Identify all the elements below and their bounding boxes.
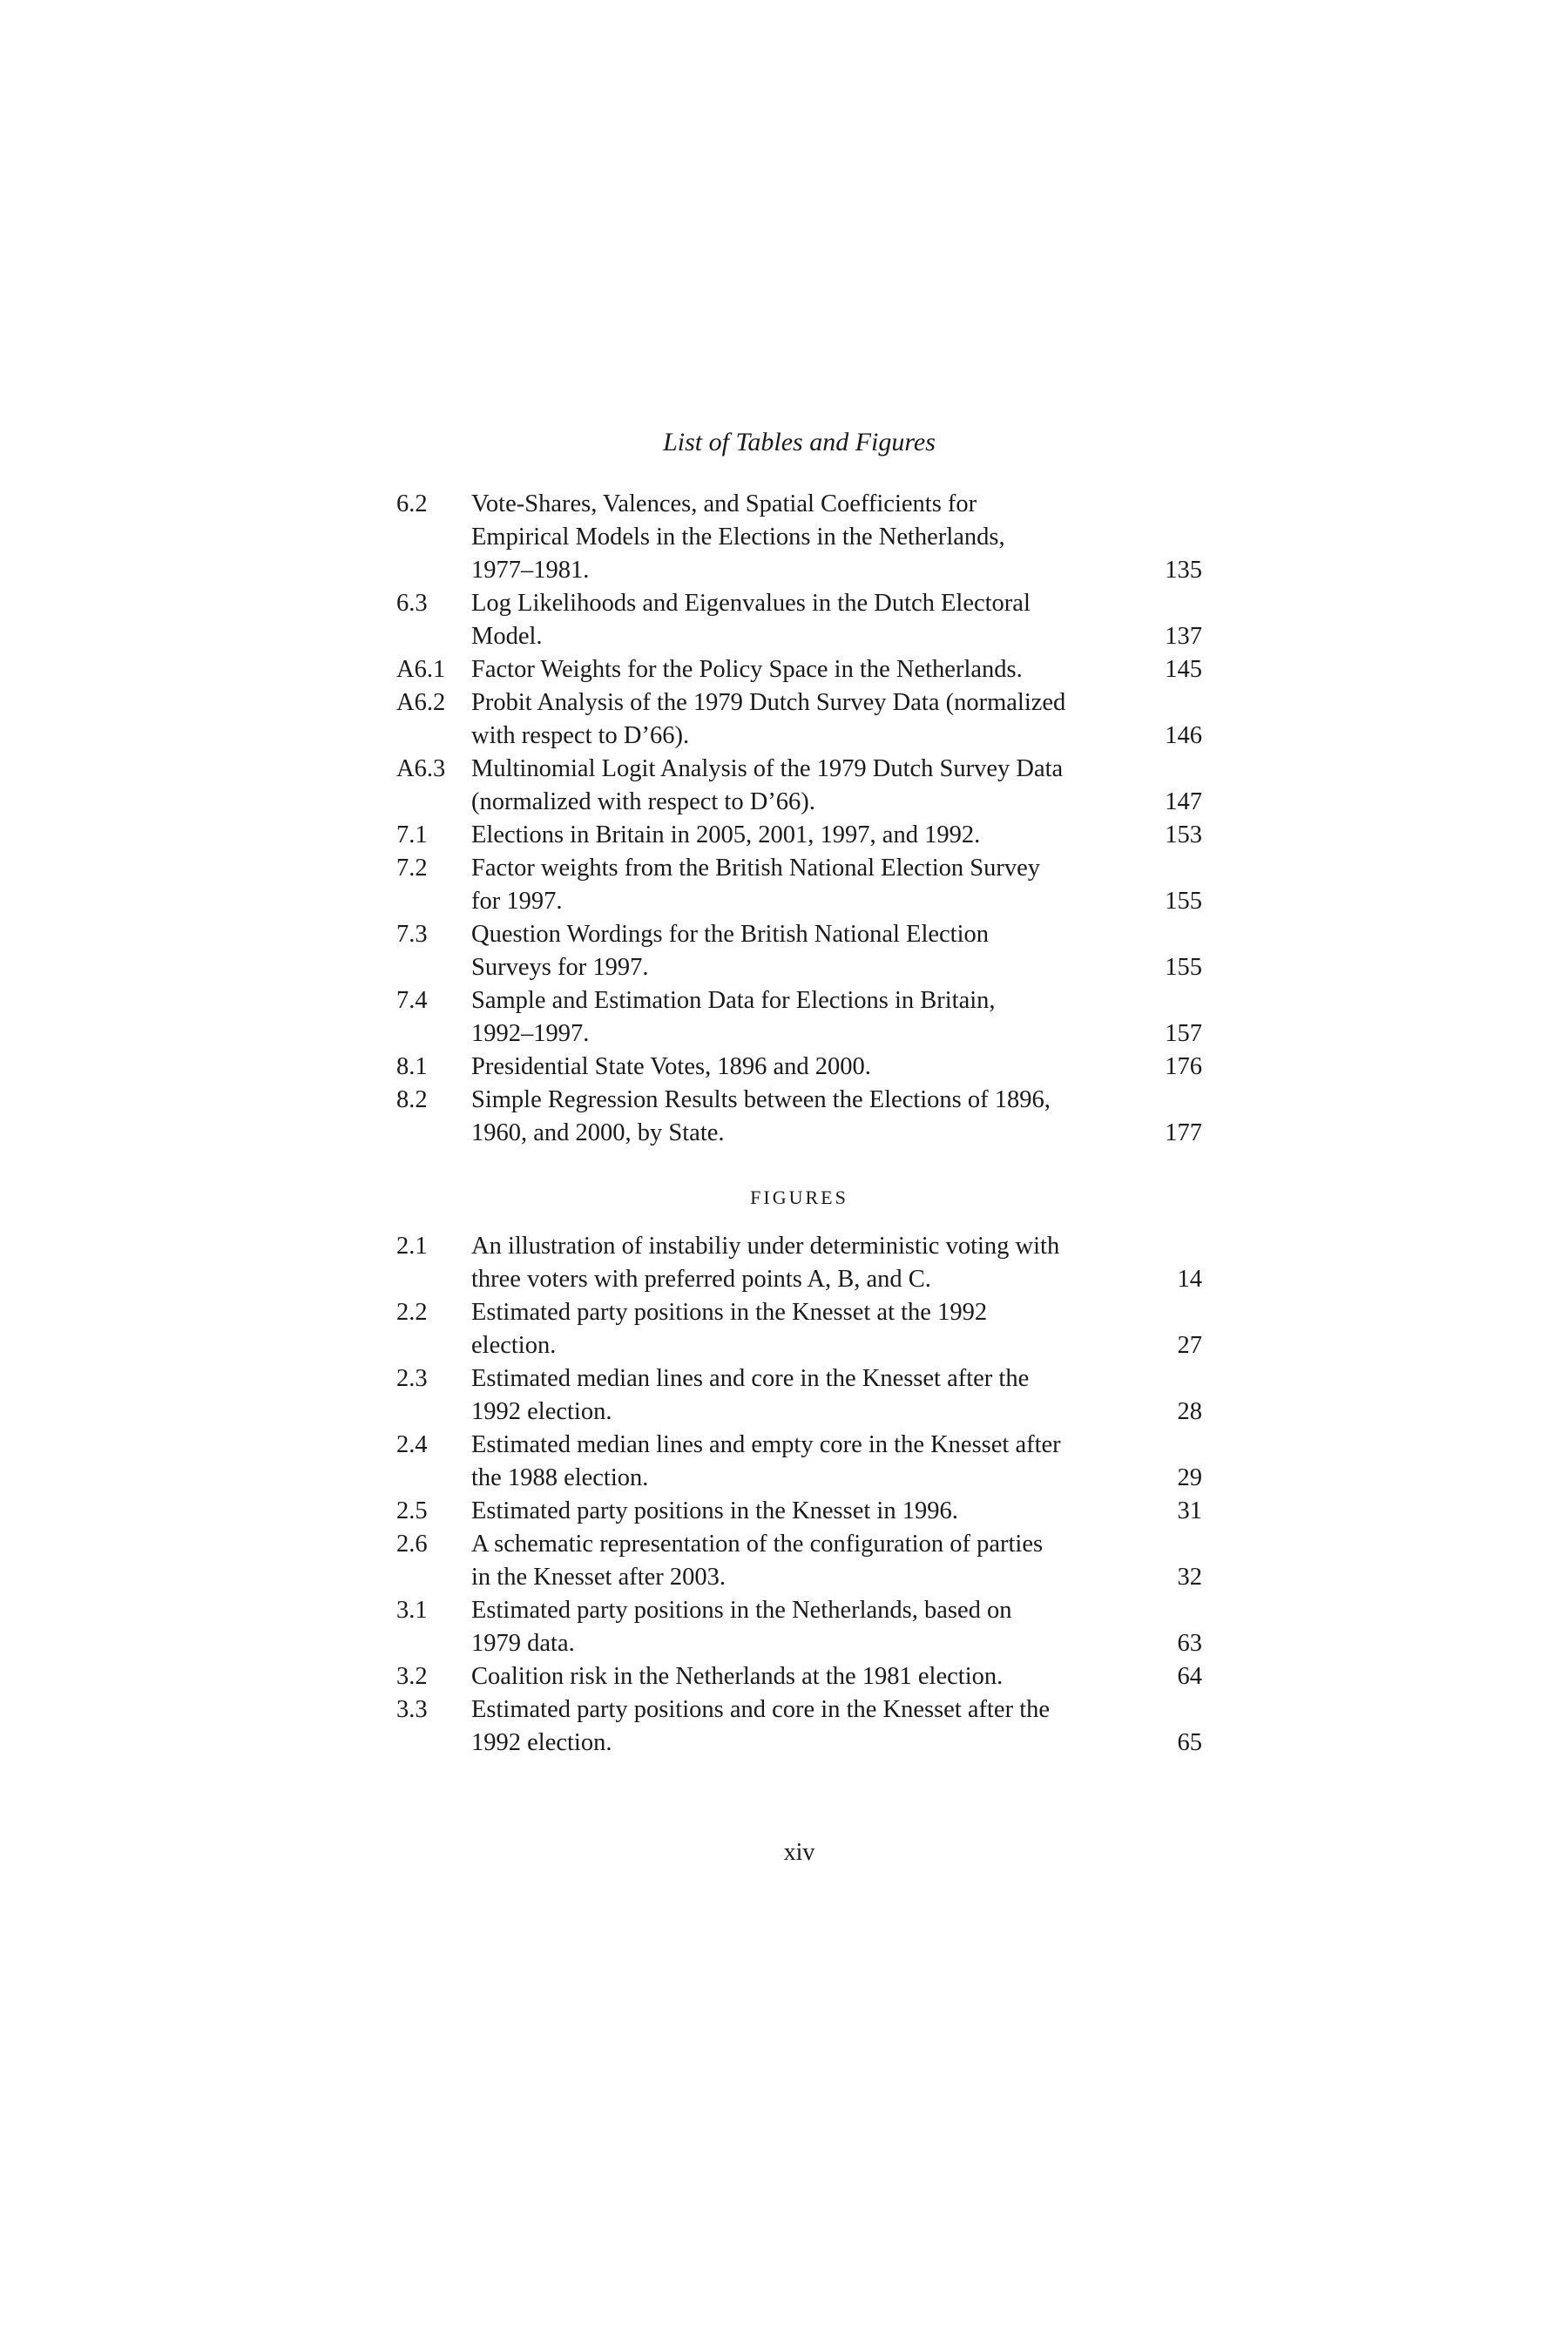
figure-entry[interactable] (396, 1362, 1202, 1429)
figure-title (471, 1528, 1150, 1594)
figure-page-number: 63 (1177, 1630, 1202, 1657)
table-title (471, 984, 1150, 1051)
table-title-line: Probit Analysis of the 1979 Dutch Survey Data (normalized (471, 689, 1066, 716)
tables-list (396, 488, 1202, 1150)
figure-number: 3.3 (396, 1696, 428, 1723)
figure-page-number: 31 (1177, 1497, 1202, 1524)
table-entry[interactable] (396, 1084, 1202, 1150)
figure-number: 2.2 (396, 1299, 428, 1326)
table-page-number: 157 (1165, 1020, 1202, 1047)
table-title-line: Model. (471, 623, 543, 650)
table-title-line: 1992–1997. (471, 1020, 590, 1047)
table-number: A6.2 (396, 689, 446, 716)
figure-entry[interactable] (396, 1495, 1202, 1528)
table-entry[interactable] (396, 753, 1202, 819)
figure-title-line: Estimated median lines and core in the Knesset after the (471, 1365, 1030, 1392)
figure-entry[interactable] (396, 1594, 1202, 1660)
figure-title (471, 1693, 1150, 1760)
table-title-line: Empirical Models in the Elections in the Netherlands, (471, 524, 1005, 551)
table-page-number: 155 (1165, 954, 1202, 981)
figure-title-line: 1992 election. (471, 1729, 612, 1756)
table-entry[interactable] (396, 488, 1202, 587)
figure-title-line: A schematic representation of the configuration of parties (471, 1531, 1044, 1558)
figure-page-number: 65 (1177, 1729, 1202, 1756)
table-title (471, 1051, 1150, 1084)
figure-page-number: 29 (1177, 1464, 1202, 1491)
running-head: List of Tables and Figures (663, 428, 936, 456)
figure-title-line: An illustration of instabiliy under deterministic voting with (471, 1233, 1060, 1260)
figure-title (471, 1429, 1150, 1495)
figure-title-line: election. (471, 1332, 557, 1359)
table-page-number: 137 (1165, 623, 1202, 650)
table-title-line: Sample and Estimation Data for Elections in Britain, (471, 987, 996, 1014)
figure-number: 2.3 (396, 1365, 428, 1392)
table-title-line: Presidential State Votes, 1896 and 2000. (471, 1053, 871, 1080)
figure-title-line: in the Knesset after 2003. (471, 1564, 727, 1591)
table-page-number: 135 (1165, 557, 1202, 584)
figure-page-number: 32 (1177, 1564, 1202, 1591)
figure-title-line: Estimated party positions in the Knesset in 1996. (471, 1497, 958, 1524)
table-title (471, 852, 1150, 918)
table-title-line: Question Wordings for the British National Election (471, 921, 990, 948)
table-title (471, 587, 1150, 653)
table-page-number: 145 (1165, 656, 1202, 683)
figure-page-number: 14 (1177, 1266, 1202, 1293)
figure-number: 2.6 (396, 1531, 428, 1558)
table-entry[interactable] (396, 984, 1202, 1051)
figure-number: 3.1 (396, 1597, 428, 1624)
figure-title (471, 1495, 1150, 1528)
table-page-number: 176 (1165, 1053, 1202, 1080)
figure-title-line: three voters with preferred points A, B, and C. (471, 1266, 931, 1293)
table-title (471, 686, 1150, 753)
table-entry[interactable] (396, 653, 1202, 686)
figure-entry[interactable] (396, 1296, 1202, 1362)
figure-title-line: 1979 data. (471, 1630, 575, 1657)
table-number: 6.3 (396, 590, 428, 617)
figure-entry[interactable] (396, 1693, 1202, 1760)
figure-title-line: 1992 election. (471, 1398, 612, 1425)
figure-title (471, 1230, 1150, 1296)
table-title (471, 819, 1150, 852)
table-entry[interactable] (396, 1051, 1202, 1084)
figure-title (471, 1296, 1150, 1362)
table-title-line: Factor Weights for the Policy Space in the Netherlands. (471, 656, 1023, 683)
page-content (396, 427, 1202, 1866)
figure-page-number: 64 (1177, 1663, 1202, 1690)
figure-title (471, 1362, 1150, 1429)
figure-number: 2.5 (396, 1497, 428, 1524)
table-title-line: for 1997. (471, 888, 563, 915)
table-title (471, 653, 1150, 686)
figure-number: 2.4 (396, 1431, 428, 1458)
table-number: 7.2 (396, 855, 428, 882)
table-page-number: 146 (1165, 722, 1202, 749)
figures-heading: FIGURES (750, 1186, 848, 1208)
table-number: 8.1 (396, 1053, 428, 1080)
figures-list (396, 1230, 1202, 1760)
table-entry[interactable] (396, 918, 1202, 984)
figure-entry[interactable] (396, 1429, 1202, 1495)
table-number: 7.1 (396, 821, 428, 848)
figure-title-line: Estimated median lines and empty core in the Knesset after (471, 1431, 1061, 1458)
table-page-number: 147 (1165, 788, 1202, 815)
table-number: 8.2 (396, 1086, 428, 1113)
figure-entry[interactable] (396, 1528, 1202, 1594)
table-page-number: 153 (1165, 821, 1202, 848)
table-title (471, 918, 1150, 984)
table-title-line: Factor weights from the British National Election Survey (471, 855, 1040, 882)
table-title-line: 1977–1981. (471, 557, 590, 584)
table-entry[interactable] (396, 686, 1202, 753)
figure-title (471, 1594, 1150, 1660)
figure-page-number: 27 (1177, 1332, 1202, 1359)
table-number: A6.3 (396, 755, 446, 782)
figure-title-line: Estimated party positions and core in the Knesset after the (471, 1696, 1051, 1723)
figure-entry[interactable] (396, 1660, 1202, 1693)
table-number: A6.1 (396, 656, 446, 683)
figure-title-line: Coalition risk in the Netherlands at the 1981 election. (471, 1663, 1004, 1690)
table-title (471, 753, 1150, 819)
table-title-line: Elections in Britain in 2005, 2001, 1997, and 1992. (471, 821, 981, 848)
figure-page-number: 28 (1177, 1398, 1202, 1425)
table-number: 6.2 (396, 490, 428, 517)
table-title-line: Vote-Shares, Valences, and Spatial Coefficients for (471, 490, 977, 517)
table-page-number: 155 (1165, 888, 1202, 915)
table-title-line: Multinomial Logit Analysis of the 1979 Dutch Survey Data (471, 755, 1064, 782)
table-entry[interactable] (396, 819, 1202, 852)
table-number: 7.3 (396, 921, 428, 948)
table-entry[interactable] (396, 852, 1202, 918)
figure-title-line: Estimated party positions in the Netherlands, based on (471, 1597, 1012, 1624)
figure-title (471, 1660, 1150, 1693)
figure-title-line: Estimated party positions in the Knesset at the 1992 (471, 1299, 988, 1326)
figure-number: 2.1 (396, 1233, 428, 1260)
table-title-line: 1960, and 2000, by State. (471, 1119, 725, 1146)
table-number: 7.4 (396, 987, 428, 1014)
table-title (471, 488, 1150, 587)
table-title-line: (normalized with respect to D’66). (471, 788, 815, 815)
table-title-line: Simple Regression Results between the Elections of 1896, (471, 1086, 1051, 1113)
table-title-line: Surveys for 1997. (471, 954, 649, 981)
table-title (471, 1084, 1150, 1150)
table-page-number: 177 (1165, 1119, 1202, 1146)
table-entry[interactable] (396, 587, 1202, 653)
table-title-line: Log Likelihoods and Eigenvalues in the Dutch Electoral (471, 590, 1031, 617)
figure-entry[interactable] (396, 1230, 1202, 1296)
figure-title-line: the 1988 election. (471, 1464, 649, 1491)
table-title-line: with respect to D’66). (471, 722, 690, 749)
page-number: xiv (783, 1839, 815, 1866)
figure-number: 3.2 (396, 1663, 428, 1690)
